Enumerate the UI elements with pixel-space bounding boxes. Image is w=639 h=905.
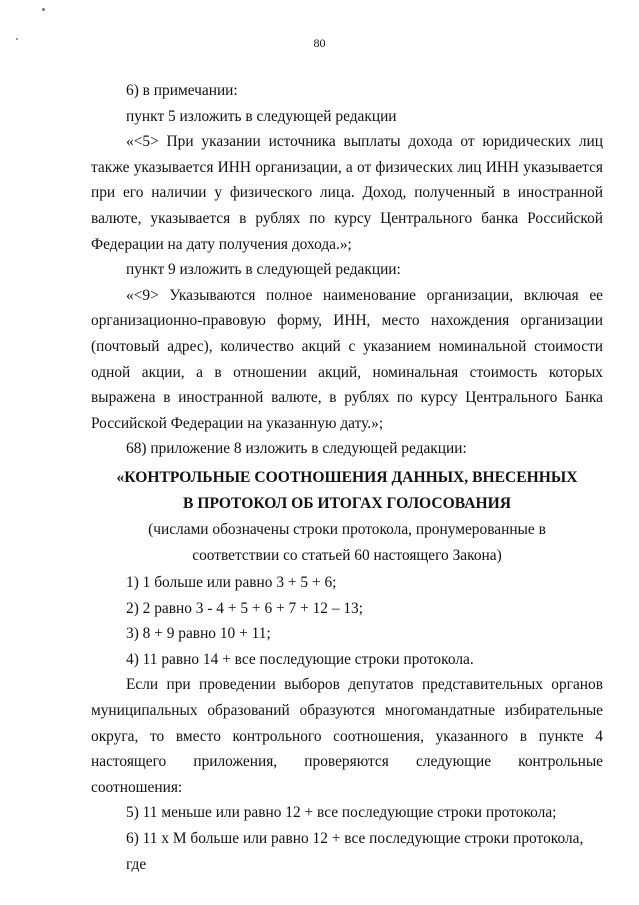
paragraph-appendix-8-intro: 68) приложение 8 изложить в следующей редакции: xyxy=(126,440,467,458)
list-item: 6) 11 х М больше или равно 12 + все последующие строки протокола, где xyxy=(126,830,584,873)
control-ratio-list xyxy=(91,570,603,672)
paragraph-point-5-text: «<5> При указании источника выплаты дохода от юридических лиц также указывается ИНН организации, а от физических лиц ИНН указывается при его наличии у физического лица. Доход, полученный в иностранной валюте, указывается в рублях по курсу Центрального банка Российской Федерации на дату получения дохода.»; xyxy=(91,133,603,253)
paragraph-multimandate: Если при проведении выборов депутатов представительных органов муниципальных образований образуются многомандатные избирательные округа, то вместо контрольного соотношения, указанного в пункте 4 настоящего приложения, проверяются следующие контрольные соотношения: xyxy=(91,676,603,796)
heading-note-line-1: (числами обозначены строки протокола, пронумерованные в xyxy=(148,520,546,538)
list-item: 1) 1 больше или равно 3 + 5 + 6; xyxy=(126,574,337,592)
scan-speck xyxy=(42,8,45,11)
paragraph-point-9-text: «<9> Указываются полное наименование организации, включая ее организационно-правовую форму, ИНН, место нахождения организации (почтовый адрес), количество акций с указанием номинальной стоимости одной акции, а в отношении акций, номинальная стоимость которых выражена в иностранной валюте, в рублях по курсу Центрального Банка Российской Федерации на указанную дату.»; xyxy=(91,286,603,432)
list-item: 2) 2 равно 3 - 4 + 5 + 6 + 7 + 12 – 13; xyxy=(126,599,364,617)
paragraph-point-5-intro: пункт 5 изложить в следующей редакции xyxy=(126,107,397,125)
document-body xyxy=(91,78,603,877)
paragraph-subpoint-6: 6) в примечании: xyxy=(126,82,238,99)
section-heading-line-2: В ПРОТОКОЛ ОБ ИТОГАХ ГОЛОСОВАНИЯ xyxy=(183,494,511,512)
list-item: 3) 8 + 9 равно 10 + 11; xyxy=(126,625,271,643)
list-item: 4) 11 равно 14 + все последующие строки протокола. xyxy=(126,650,474,668)
heading-note-line-2: соответствии со статьей 60 настоящего Закона) xyxy=(192,546,502,564)
control-ratio-list-extra xyxy=(91,800,603,877)
paragraph-point-9-intro: пункт 9 изложить в следующей редакции: xyxy=(126,261,401,279)
list-item: 5) 11 меньше или равно 12 + все последующие строки протокола; xyxy=(126,804,557,822)
page-number: 80 xyxy=(313,36,326,50)
section-heading-line-1: «КОНТРОЛЬНЫЕ СООТНОШЕНИЯ ДАННЫХ, ВНЕСЕННЫХ xyxy=(116,468,578,486)
